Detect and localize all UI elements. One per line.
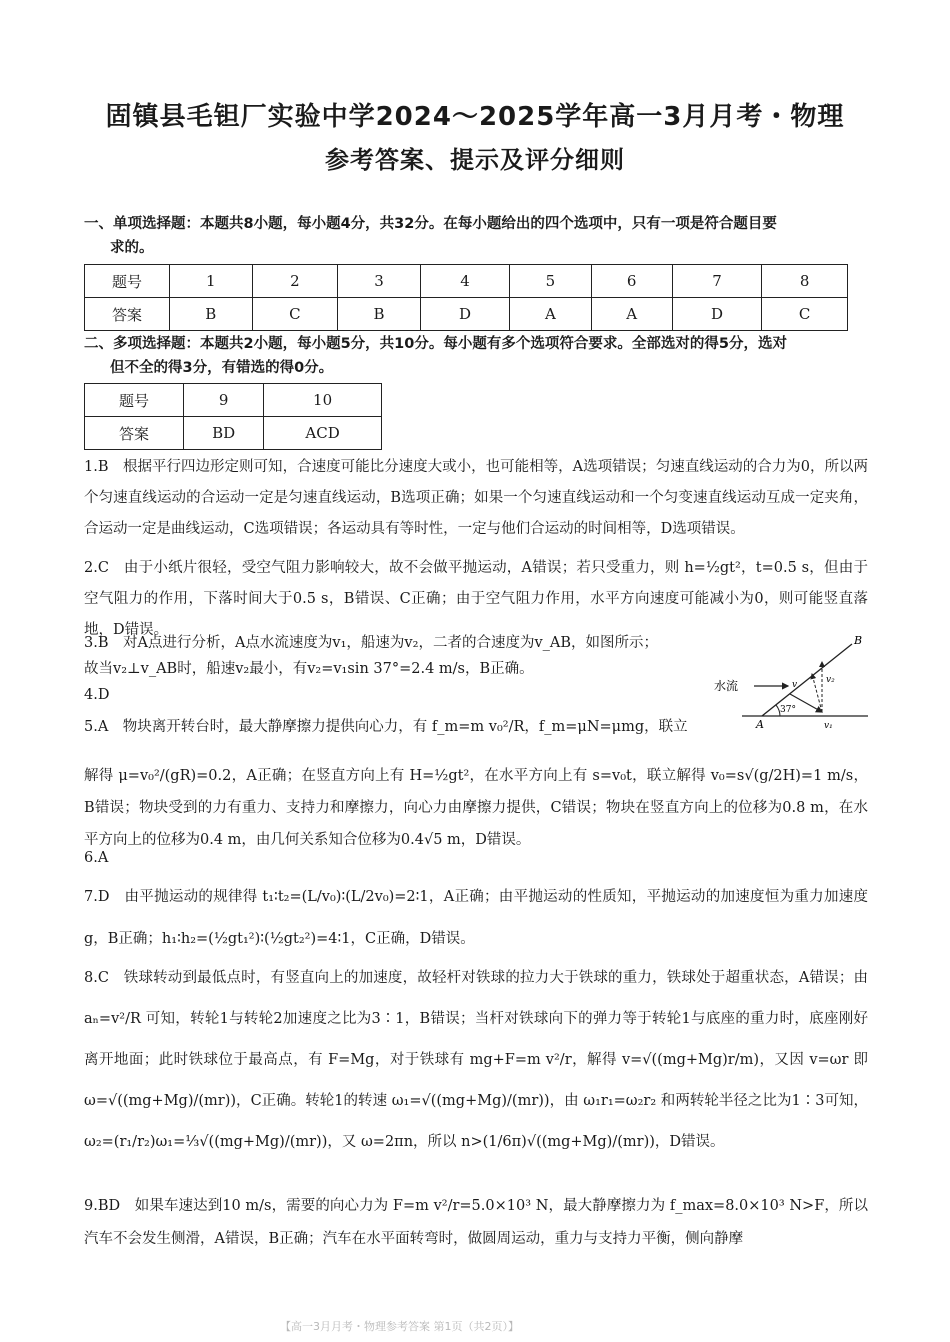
section2-heading-text: 二、多项选择题：本题共2小题，每小题5分，共10分。每小题有多个选项符合要求。全部选对的得5分，选对 xyxy=(84,336,787,352)
velocity-diagram xyxy=(712,632,872,732)
table-cell: 4 xyxy=(420,265,509,298)
table-cell: 10 xyxy=(264,384,382,417)
section1-heading xyxy=(84,212,868,260)
v1-label: v₁ xyxy=(824,721,833,731)
v2-arrow xyxy=(812,674,822,712)
path-ab-line xyxy=(762,644,852,716)
table-cell: 1 xyxy=(170,265,253,298)
section2-answer-row xyxy=(85,417,382,450)
v-label: v xyxy=(792,680,798,690)
explanation-q2: 2.C 由于小纸片很轻，受空气阻力影响较大，故不会做平抛运动，A错误；若只受重力，则 h=½gt²，t=0.5 s，但由于空气阻力的作用，下落时间大于0.5 s，B错误、C正确；由于空气阻力作用，水平方向速度可能减小为0，则可能竖直落地，D错误。 xyxy=(84,560,868,638)
section2-heading xyxy=(84,332,868,380)
table-cell: A xyxy=(510,298,591,331)
water-flow-label: 水流 xyxy=(714,679,739,693)
explanation-q3-line1: 3.B 对A点进行分析，A点水流速度为v₁，船速为v₂，二者的合速度为v_AB，如图所示； xyxy=(84,635,659,651)
table-cell: C xyxy=(762,298,848,331)
explanation-q3-line2: 故当v₂⊥v_AB时，船速v₂最小，有v₂=v₁sin 37°=2.4 m/s，B正确。 xyxy=(84,661,534,677)
table-cell: 9 xyxy=(184,384,264,417)
table-cell: D xyxy=(672,298,761,331)
table-cell: 8 xyxy=(762,265,848,298)
point-b-label: B xyxy=(854,634,863,647)
section1-answer-row xyxy=(85,298,848,331)
section2-answer-table xyxy=(84,383,382,450)
table-cell: C xyxy=(252,298,338,331)
section1-row-label-a: 答案 xyxy=(85,298,170,331)
explanation-q1: 1.B 根据平行四边形定则可知，合速度可能比分速度大或小，也可能相等，A选项错误；匀速直线运动的合力为0，所以两个匀速直线运动的合运动一定是匀速直线运动，B选项正确；如果一个匀速直线运动和一个匀变速直线运动互成一定夹角，合运动一定是曲线运动，C选项错误；各运动具有等时性，一定与他们合运动的时间相等，D选项错误。 xyxy=(84,459,868,537)
angle-label: 37° xyxy=(780,705,796,715)
section2-heading-cont: 但不全的得3分，有错选的得0分。 xyxy=(110,360,334,376)
table-cell: ACD xyxy=(264,417,382,450)
table-cell: 6 xyxy=(591,265,672,298)
section1-answer-table xyxy=(84,264,848,331)
explanation-q3 xyxy=(84,630,714,708)
section2-question-row xyxy=(85,384,382,417)
section2-row-label-a: 答案 xyxy=(85,417,184,450)
section1-heading-cont: 求的。 xyxy=(110,240,154,256)
table-cell: 7 xyxy=(672,265,761,298)
section1-heading-text: 一、单项选择题：本题共8小题，每小题4分，共32分。在每小题给出的四个选项中，只有一项是符合题目要 xyxy=(84,216,777,232)
explanation-q5-line1: 5.A 物块离开转台时，最大静摩擦力提供向心力，有 f_m=m v₀²/R，f_m=μN=μmg，联立 xyxy=(84,719,688,735)
table-cell: 5 xyxy=(510,265,591,298)
explanation-q6: 6.A xyxy=(84,850,109,866)
point-a-label: A xyxy=(756,718,764,731)
table-cell: 2 xyxy=(252,265,338,298)
section1-question-row xyxy=(85,265,848,298)
table-cell: D xyxy=(420,298,509,331)
page-footer: 【高一3月月考・物理参考答案 第1页（共2页）】 xyxy=(280,1320,519,1333)
section1-row-label-q: 题号 xyxy=(85,265,170,298)
table-cell: BD xyxy=(184,417,264,450)
explanation-q9: 9.BD 如果车速达到10 m/s，需要的向心力为 F=m v²/r=5.0×10³ N，最大静摩擦力为 f_max=8.0×10³ N>F，所以汽车不会发生侧滑，A错误，B正确；汽车在水平面转弯时，做圆周运动，重力与支持力平衡，侧向静摩 xyxy=(84,1198,868,1247)
explanation-q5-rest: 解得 μ=v₀²/(gR)=0.2，A正确；在竖直方向上有 H=½gt²，在水平方向上有 s=v₀t，联立解得 v₀=s√(g/2H)=1 m/s，B错误；物块受到的力有重力、支持力和摩擦力，向心力由摩擦力提供，C错误；物块在竖直方向上的位移为0.8 m，在水平方向上的位移为0.4 m，由几何关系知合位移为0.4√5 m，D错误。 xyxy=(84,768,868,848)
v2-label: v₂ xyxy=(826,675,835,685)
table-cell: A xyxy=(591,298,672,331)
section2-row-label-q: 题号 xyxy=(85,384,184,417)
table-cell: B xyxy=(170,298,253,331)
page-title: 固镇县毛钽厂实验中学2024～2025学年高一3月月考・物理 xyxy=(105,102,845,132)
explanation-q4: 4.D xyxy=(84,687,110,703)
table-cell: B xyxy=(338,298,421,331)
table-cell: 3 xyxy=(338,265,421,298)
explanation-q8: 8.C 铁球转动到最低点时，有竖直向上的加速度，故轻杆对铁球的拉力大于铁球的重力，铁球处于超重状态，A错误；由 aₙ=v²/R 可知，转轮1与转轮2加速度之比为3∶1，B错误；当杆对铁球向下的弹力等于转轮1与底座的重力时，底座刚好离开地面；此时铁球位于最高点，有 F=Mg，对于铁球有 mg+F=m v²/r，解得 v=√((mg+Mg)r/m)，又因 v=ωr 即 ω=√((mg+Mg)/(mr))，C正确。转轮1的转速 ω₁=√((mg+Mg)/(mr))，由 ω₁r₁=ω₂r₂ 和两转轮半径之比为1∶3可知，ω₂=(r₁/r₂)ω₁=⅓√((mg+Mg)/(mr))，又 ω=2πn，所以 n>(1/6π)√((mg+Mg)/(mr))，D错误。 xyxy=(84,970,868,1150)
explanation-q7: 7.D 由平抛运动的规律得 t₁∶t₂=(L/v₀)∶(L/2v₀)=2∶1，A正确；由平抛运动的性质知，平抛运动的加速度恒为重力加速度g，B正确；h₁∶h₂=(½gt₁²)∶(½gt₂²)=4∶1，C正确，D错误。 xyxy=(84,889,868,947)
page-subtitle: 参考答案、提示及评分细则 xyxy=(325,146,625,174)
